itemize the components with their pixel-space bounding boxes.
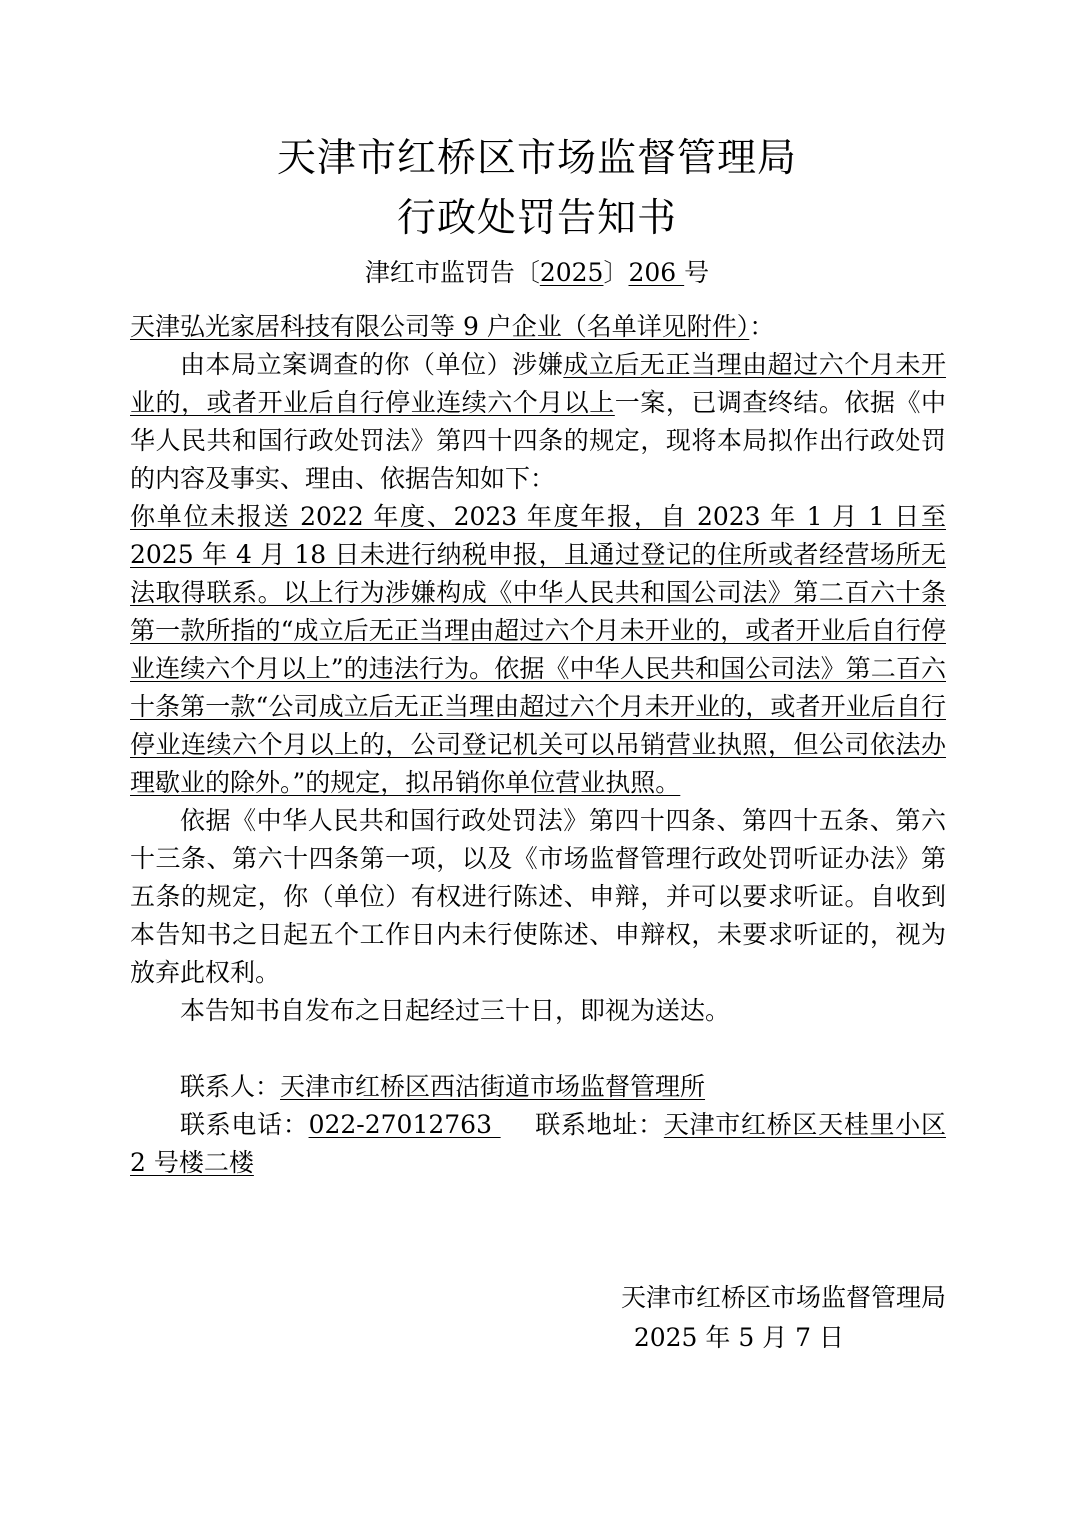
doc-num: 206 (628, 258, 685, 287)
signature-block (560, 1278, 946, 1358)
doc-suffix: 号 (684, 258, 710, 287)
doc-year: 2025 (539, 258, 604, 287)
contact-phone: 022-27012763 (308, 1110, 501, 1139)
paragraph-case (130, 346, 946, 498)
addressee-colon: ： (749, 312, 775, 341)
title-document-type: 行政处罚告知书 (396, 196, 677, 241)
document-body (130, 308, 946, 1182)
doc-prefix: 津红市监罚告〔 (364, 258, 540, 287)
signature-date: 2025 年 5 月 7 日 (633, 1323, 844, 1352)
para1-case: 成立后无正当理由超过六个月未开业的，或者开业后自行停业连续六个月以上 (130, 350, 946, 417)
addressee-line (130, 308, 946, 346)
contact-address: 天津市红桥区天桂里小区 2 号楼二楼 (130, 1110, 946, 1177)
doc-mid: 〕 (603, 258, 629, 287)
addressee: 天津弘光家居科技有限公司等 9 户企业（名单详见附件） (130, 312, 750, 341)
contact-address-label: 联系地址： (535, 1110, 664, 1139)
paragraph-rights: 依据《中华人民共和国行政处罚法》第四十四条、第四十五条、第六十三条、第六十四条第一项，以及《市场监督管理行政处罚听证办法》第五条的规定，你（单位）有权进行陈述、申辩，并可以要求听证。自收到本告知书之日起五个工作日内未行使陈述、申辩权，未要求听证的，视为放弃此权利。 (130, 806, 946, 987)
title-authority: 天津市红桥区市场监督管理局 (276, 136, 797, 181)
paragraph-facts (130, 498, 946, 802)
paragraph-service: 本告知书自发布之日起经过三十日，即视为送达。 (180, 996, 731, 1025)
document-number (0, 256, 1074, 290)
contact-person-label: 联系人： (180, 1072, 281, 1101)
facts-text: 你单位未报送 2022 年度、2023 年度年报，自 2023 年 1 月 1 日至 2025 年 4 月 18 日未进行纳税申报，且通过登记的住所或者经营场所无法取得联系。以上行为涉嫌构成《中华人民共和国公司法》第二百六十条第一款所指的“成立后无正当理由超过六个月未开业的，或者开业后自行停业连续六个月以上”的违法行为。依据《中华人民共和国公司法》第二百六十条第一款“公司成立后无正当理由超过六个月未开业的，或者开业后自行停业连续六个月以上的，公司登记机关可以吊销营业执照，但公司依法办理歇业的除外。”的规定，拟吊销你单位营业执照。 (130, 502, 946, 797)
signature-org: 天津市红桥区市场监督管理局 (620, 1283, 946, 1312)
spacer (130, 1030, 946, 1068)
contact-phone-label: 联系电话： (180, 1110, 309, 1139)
contact-person-line (130, 1068, 946, 1106)
contact-person: 天津市红桥区西沽街道市场监督管理所 (280, 1072, 706, 1101)
para1-suffix: 一案，已调查终结。依据《中华人民共和国行政处罚法》第四十四条的规定，现将本局拟作出行政处罚的内容及事实、理由、依据告知如下： (130, 388, 946, 493)
para1-prefix: 由本局立案调查的你（单位）涉嫌 (180, 350, 564, 379)
contact-phone-address-line (130, 1106, 946, 1182)
